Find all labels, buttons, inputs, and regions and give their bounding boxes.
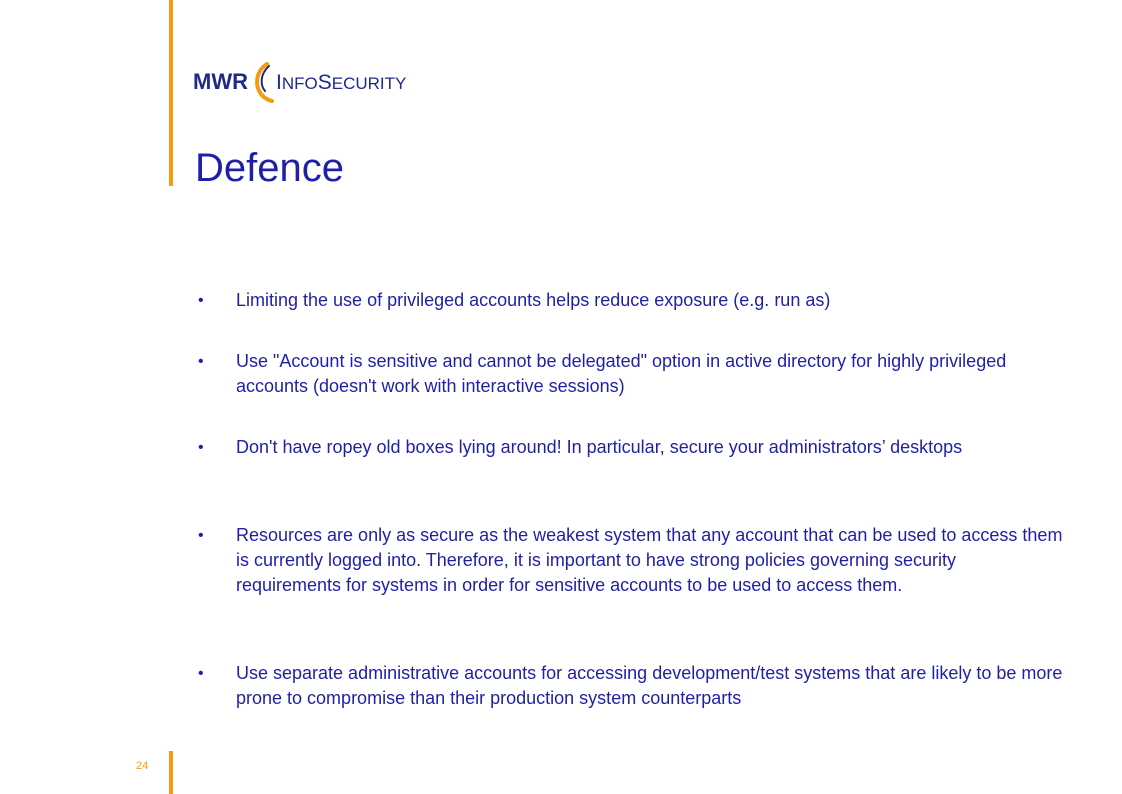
bullet-icon: • — [198, 527, 204, 544]
bullet-text: Use "Account is sensitive and cannot be delegated" option in active directory for highly privileged accounts (doesn't work with interactive sessions) — [236, 351, 1007, 396]
svg-text:INFOSECURITY: INFOSECURITY — [276, 71, 407, 94]
bullet-item — [198, 349, 1068, 399]
bullet-text: Resources are only as secure as the weakest system that any account that can be used to access them is currently logged into. Therefore, it is important to have strong policies governing security requirements for systems in order for sensitive accounts to be used to access them. — [236, 525, 1063, 595]
page-number: 24 — [136, 760, 149, 772]
accent-bar-top — [169, 0, 173, 186]
bullet-item — [198, 288, 1068, 313]
bullet-item — [198, 435, 1068, 460]
mwr-infosecurity-logo — [193, 58, 413, 106]
svg-text:MWR: MWR — [193, 69, 248, 94]
bullet-icon: • — [198, 665, 204, 682]
logo-graphic — [193, 58, 413, 106]
bullet-text: Use separate administrative accounts for accessing development/test systems that are likely to be more prone to compromise than their production system counterparts — [236, 663, 1063, 708]
bullet-text: Don't have ropey old boxes lying around! In particular, secure your administrators’ desktops — [236, 437, 963, 457]
bullet-icon: • — [198, 292, 204, 309]
bullet-text: Limiting the use of privileged accounts helps reduce exposure (e.g. run as) — [236, 290, 831, 310]
bullet-item — [198, 661, 1068, 711]
slide-title: Defence — [195, 146, 344, 190]
bullet-icon: • — [198, 439, 204, 456]
bullet-item — [198, 523, 1068, 598]
accent-bar-bottom — [169, 751, 173, 794]
bullet-icon: • — [198, 353, 204, 370]
